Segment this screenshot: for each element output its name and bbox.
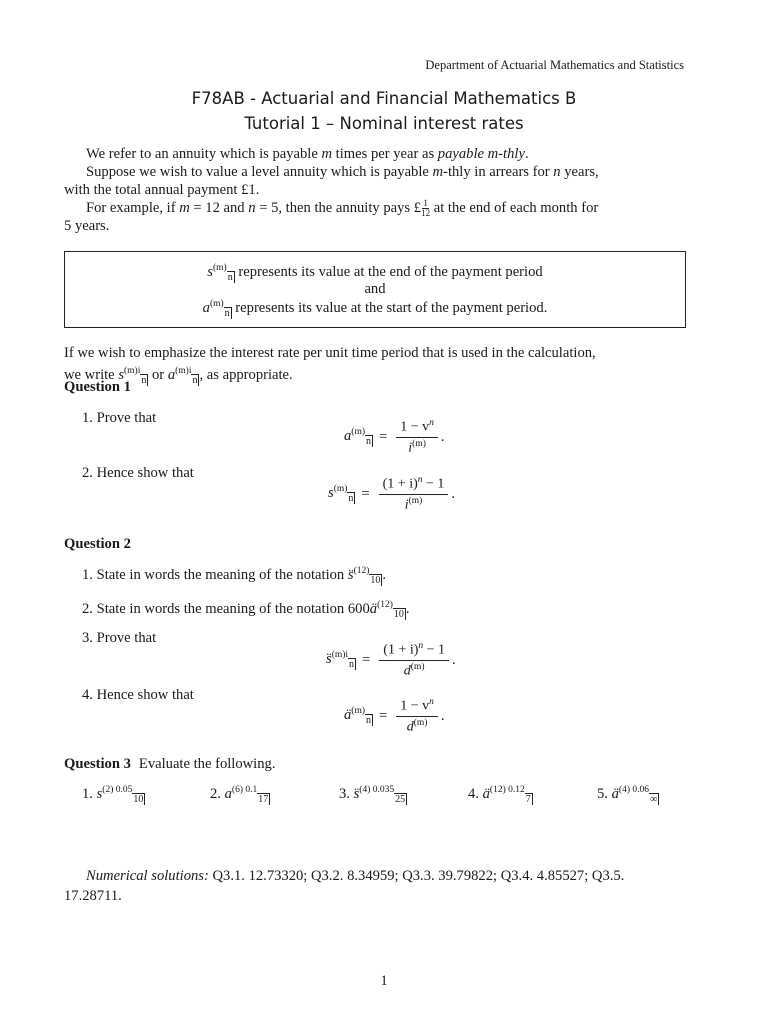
intro-text: times per year as [332, 146, 438, 162]
q2-item-2-text: 2. State in words the meaning of the notation 600 [82, 600, 370, 617]
box-text: represents its value at the end of the payment period [234, 263, 543, 280]
q3-item-5: 5. ä$^{(4) 0.06}_\infty$ [597, 785, 658, 805]
period: . [405, 600, 410, 617]
notation-s-m-n: $s^{(m)}_n$ [328, 484, 354, 505]
intro-var-n: n [553, 164, 561, 180]
equals-sign: = [362, 651, 371, 668]
box-line-2: and [364, 281, 386, 297]
notation-add-m-n: ä$^{(m)}_n$ [344, 706, 372, 727]
q2-item-2 [82, 600, 410, 620]
intro-paragraph-2 [64, 163, 686, 181]
notation-sdd-12-10: s̈$^{(12)}_{10}$ [347, 566, 381, 586]
q2-item-4: 4. Hence show that [82, 687, 194, 703]
definition-box [64, 251, 686, 328]
q1-formula-2 [328, 475, 455, 513]
intro-var-m: m [179, 200, 190, 216]
notation-a-m-n: $a^{(m)}_n$ [344, 427, 372, 448]
fraction-numerator: 1 [423, 198, 428, 209]
period: . [451, 485, 456, 502]
emphasis-text: or [148, 366, 168, 383]
intro-paragraph-3b: 5 years. [64, 218, 110, 234]
notation-s-mi-n: $s^{(m)i}_n$ [118, 366, 147, 386]
department-header: Department of Actuarial Mathematics and Statistics [425, 58, 684, 72]
emphasis-line-2 [64, 362, 686, 390]
box-line-3 [65, 299, 685, 319]
solutions-text: Q3.1. 12.73320; Q3.2. 8.34959; Q3.3. 39.79822; Q3.4. 4.85527; Q3.5. [208, 868, 625, 884]
box-line-1 [65, 263, 685, 283]
q3-item-4: 4. ä$^{(12) 0.12}_7$ [468, 785, 531, 805]
emphasis-line-1: If we wish to emphasize the interest rate per unit time period that is used in the calculation, [64, 345, 596, 361]
intro-text: Suppose we wish to value a level annuity which is payable [86, 164, 433, 180]
q2-item-3: 3. Prove that [82, 630, 157, 646]
emphasis-text: , as appropriate. [199, 366, 293, 383]
intro-var-m: m [432, 164, 444, 180]
q2-item-1-text: 1. State in words the meaning of the notation [82, 566, 348, 583]
intro-text: . [524, 146, 529, 162]
intro-text: We refer to an annuity which is payable [86, 146, 322, 162]
q2-item-1 [82, 566, 386, 586]
notation-sdd-mi-n: s̈$^{(m)i}_n$ [326, 650, 355, 671]
question-1-heading: Question 1 [64, 379, 131, 395]
q1-formula-1 [344, 418, 445, 456]
q3-item-2: 2. $a^{(6) 0.1}_{17}$ [210, 785, 269, 805]
box-text: represents its value at the start of the payment period. [231, 299, 548, 316]
equals-sign: = [379, 428, 388, 445]
q2-formula-3 [326, 641, 456, 679]
fraction: $\frac{1 - v^n}{i^{(m)}}$ [396, 418, 438, 456]
question-3-lead: Evaluate the following. [138, 756, 276, 772]
q2-formula-4 [344, 697, 445, 735]
fraction: $\frac{(1 + i)^n - 1}{i^{(m)}}$ [379, 475, 449, 513]
intro-text: -thly in arrears for [443, 164, 554, 180]
intro-text: = 12 and [189, 200, 249, 216]
equals-sign: = [379, 707, 388, 724]
emphasis-text: we write [64, 366, 119, 383]
q3-item-1: 1. $s^{(2) 0.05}_{10}$ [82, 785, 144, 805]
question-3-heading: Question 3 [64, 756, 131, 772]
solutions-label: Numerical solutions: [86, 868, 209, 884]
notation-a-mi-n: $a^{(m)i}_n$ [167, 366, 198, 386]
intro-var-n: n [248, 200, 256, 216]
course-title: F78AB - Actuarial and Financial Mathematics B [191, 89, 577, 108]
fraction-one-twelfth [421, 199, 430, 218]
q1-item-2: 2. Hence show that [82, 465, 194, 481]
intro-text: years, [560, 164, 599, 180]
equals-sign: = [361, 485, 370, 502]
period: . [440, 428, 445, 445]
intro-paragraph-2b: with the total annual payment £1. [64, 182, 260, 198]
fraction-denominator: 12 [421, 208, 431, 219]
notation-a-m-n: $a^{(m)}_n$ [202, 299, 230, 319]
q1-item-1: 1. Prove that [82, 410, 157, 426]
solutions-text-2: 17.28711. [64, 888, 122, 904]
question-2-heading: Question 2 [64, 536, 131, 552]
intro-text: = 5, then the annuity pays £ [255, 200, 422, 216]
q3-item-3: 3. s̈$^{(4) 0.035}_{25}$ [339, 785, 406, 805]
intro-paragraph-3 [64, 199, 686, 218]
fraction: $\frac{1 - v^n}{d^{(m)}}$ [396, 697, 438, 735]
period: . [452, 651, 456, 668]
intro-term: payable m-thly [437, 146, 525, 162]
fraction: $\frac{(1 + i)^n - 1}{d^{(m)}}$ [379, 641, 449, 679]
intro-paragraph-1 [64, 145, 686, 163]
intro-text: at the end of each month for [430, 200, 599, 216]
intro-text: For example, if [86, 200, 180, 216]
intro-var-m: m [321, 146, 333, 162]
notation-s-m-n: $s^{(m)}_n$ [207, 263, 233, 283]
question-3-line [64, 756, 275, 773]
numerical-solutions [64, 866, 686, 906]
tutorial-title: Tutorial 1 – Nominal interest rates [244, 114, 524, 133]
period: . [440, 707, 445, 724]
period: . [382, 566, 387, 583]
page-number: 1 [380, 973, 388, 989]
notation-add-12-10: ä$^{(12)}_{10}$ [369, 600, 404, 620]
